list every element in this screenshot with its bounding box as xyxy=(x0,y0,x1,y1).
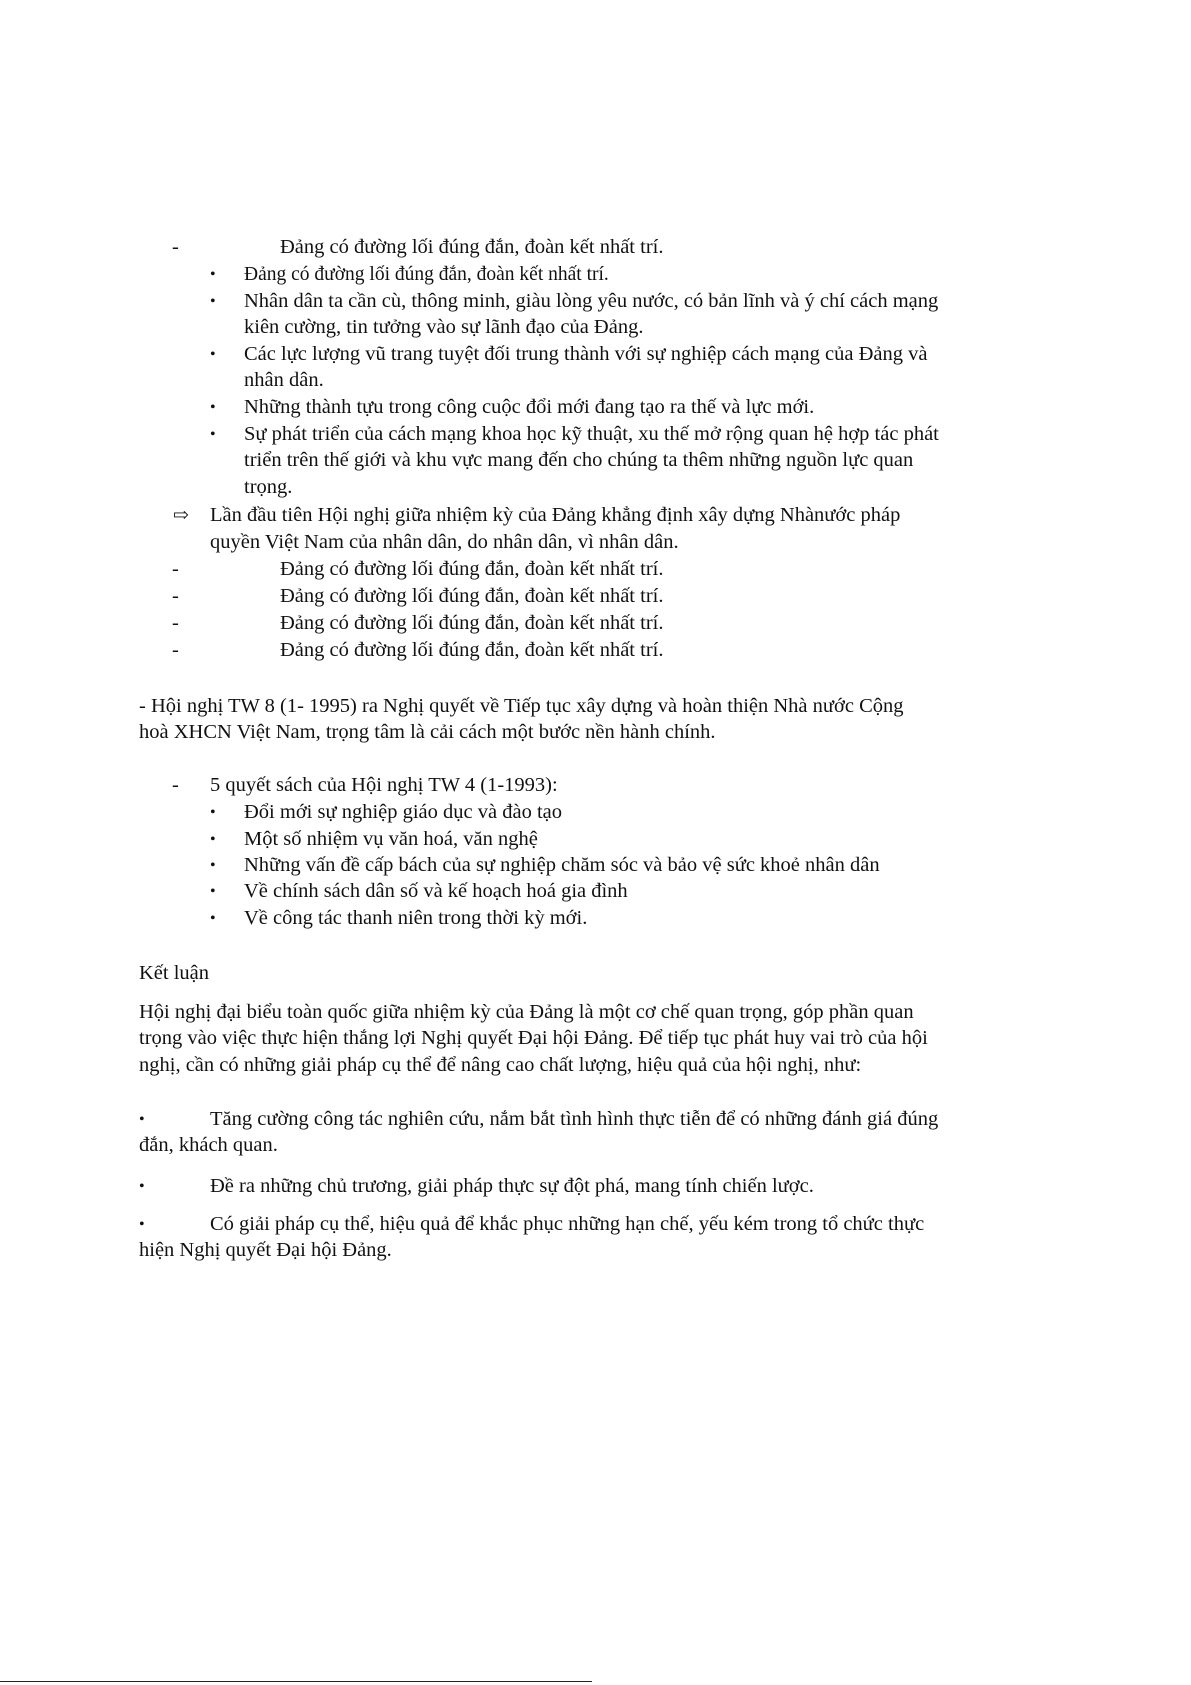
section-heading: Đảng có đường lối đúng đắn, đoàn kết nhất trí. xyxy=(280,236,664,258)
dash-marker: - xyxy=(172,612,179,634)
bullet-marker: • xyxy=(210,293,216,310)
conclusion-paragraph-cont: trọng vào việc thực hiện thắng lợi Nghị quyết Đại hội Đảng. Để tiếp tục phát huy vai trò của hội xyxy=(139,1027,928,1049)
solution-item: Đề ra những chủ trương, giải pháp thực sự đột phá, mang tính chiến lược. xyxy=(210,1175,814,1197)
bullet-marker: • xyxy=(210,426,216,443)
tw8-paragraph: - Hội nghị TW 8 (1- 1995) ra Nghị quyết về Tiếp tục xây dựng và hoàn thiện Nhà nước Cộng xyxy=(139,695,904,717)
solution-item: Có giải pháp cụ thể, hiệu quả để khắc phục những hạn chế, yếu kém trong tổ chức thực xyxy=(210,1213,925,1235)
bullet-marker: • xyxy=(210,910,216,927)
tw4-item: Về chính sách dân số và kế hoạch hoá gia đình xyxy=(244,880,628,902)
arrow-item: Lần đầu tiên Hội nghị giữa nhiệm kỳ của Đảng khẳng định xây dựng Nhànước pháp xyxy=(210,504,901,526)
list-item: Những thành tựu trong công cuộc đổi mới đang tạo ra thế và lực mới. xyxy=(244,396,815,418)
bullet-marker: • xyxy=(210,857,216,874)
solution-item: Tăng cường công tác nghiên cứu, nắm bắt tình hình thực tiễn để có những đánh giá đúng xyxy=(210,1108,939,1130)
bullet-marker: • xyxy=(210,831,216,848)
dash-marker: - xyxy=(172,585,179,607)
list-item: Các lực lượng vũ trang tuyệt đối trung thành với sự nghiệp cách mạng của Đảng và xyxy=(244,343,928,365)
dash-marker: - xyxy=(172,558,179,580)
tw4-item: Những vấn đề cấp bách của sự nghiệp chăm sóc và bảo vệ sức khoẻ nhân dân xyxy=(244,854,880,876)
tw4-item: Về công tác thanh niên trong thời kỳ mới. xyxy=(244,907,588,929)
repeat-line: Đảng có đường lối đúng đắn, đoàn kết nhất trí. xyxy=(280,639,664,661)
list-item: Nhân dân ta cần cù, thông minh, giàu lòng yêu nước, có bản lĩnh và ý chí cách mạng xyxy=(244,290,939,312)
bullet-marker: • xyxy=(210,346,216,363)
footer-rule xyxy=(0,1681,592,1682)
tw4-item: Đổi mới sự nghiệp giáo dục và đào tạo xyxy=(244,801,563,823)
tw8-paragraph-cont: hoà XHCN Việt Nam, trọng tâm là cải cách một bước nền hành chính. xyxy=(139,721,716,743)
bullet-marker: • xyxy=(210,266,216,283)
solution-item-cont: hiện Nghị quyết Đại hội Đảng. xyxy=(139,1239,392,1261)
bullet-marker: • xyxy=(139,1178,145,1195)
arrow-item-cont: quyền Việt Nam của nhân dân, do nhân dân, vì nhân dân. xyxy=(210,531,679,553)
dash-marker: - xyxy=(172,236,179,258)
bullet-marker: • xyxy=(210,399,216,416)
list-item-cont: trọng. xyxy=(244,476,293,498)
tw4-item: Một số nhiệm vụ văn hoá, văn nghệ xyxy=(244,828,538,850)
bullet-marker: • xyxy=(139,1216,145,1233)
bullet-marker: • xyxy=(210,804,216,821)
bullet-marker: • xyxy=(210,883,216,900)
conclusion-paragraph-cont: nghị, cần có những giải pháp cụ thể để nâng cao chất lượng, hiệu quả của hội nghị, như: xyxy=(139,1054,862,1076)
list-item-cont: nhân dân. xyxy=(244,369,324,391)
repeat-line: Đảng có đường lối đúng đắn, đoàn kết nhất trí. xyxy=(280,612,664,634)
arrow-icon: ⇨ xyxy=(173,505,189,526)
solution-item-cont: đắn, khách quan. xyxy=(139,1134,278,1156)
list-item-cont: triển trên thế giới và khu vực mang đến cho chúng ta thêm những nguồn lực quan xyxy=(244,449,914,471)
list-item: Sự phát triển của cách mạng khoa học kỹ thuật, xu thế mở rộng quan hệ hợp tác phát xyxy=(244,423,939,445)
repeat-line: Đảng có đường lối đúng đắn, đoàn kết nhất trí. xyxy=(280,585,664,607)
dash-marker: - xyxy=(172,639,179,661)
tw4-heading: 5 quyết sách của Hội nghị TW 4 (1-1993): xyxy=(210,774,558,796)
bullet-marker: • xyxy=(139,1111,145,1128)
dash-marker: - xyxy=(172,774,179,796)
list-item: Đảng có đường lối đúng đắn, đoàn kết nhất trí. xyxy=(244,264,609,285)
conclusion-paragraph: Hội nghị đại biểu toàn quốc giữa nhiệm kỳ của Đảng là một cơ chế quan trọng, góp phần quan xyxy=(139,1001,914,1023)
repeat-line: Đảng có đường lối đúng đắn, đoàn kết nhất trí. xyxy=(280,558,664,580)
list-item-cont: kiên cường, tin tưởng vào sự lãnh đạo của Đảng. xyxy=(244,316,644,338)
conclusion-title: Kết luận xyxy=(139,962,210,984)
